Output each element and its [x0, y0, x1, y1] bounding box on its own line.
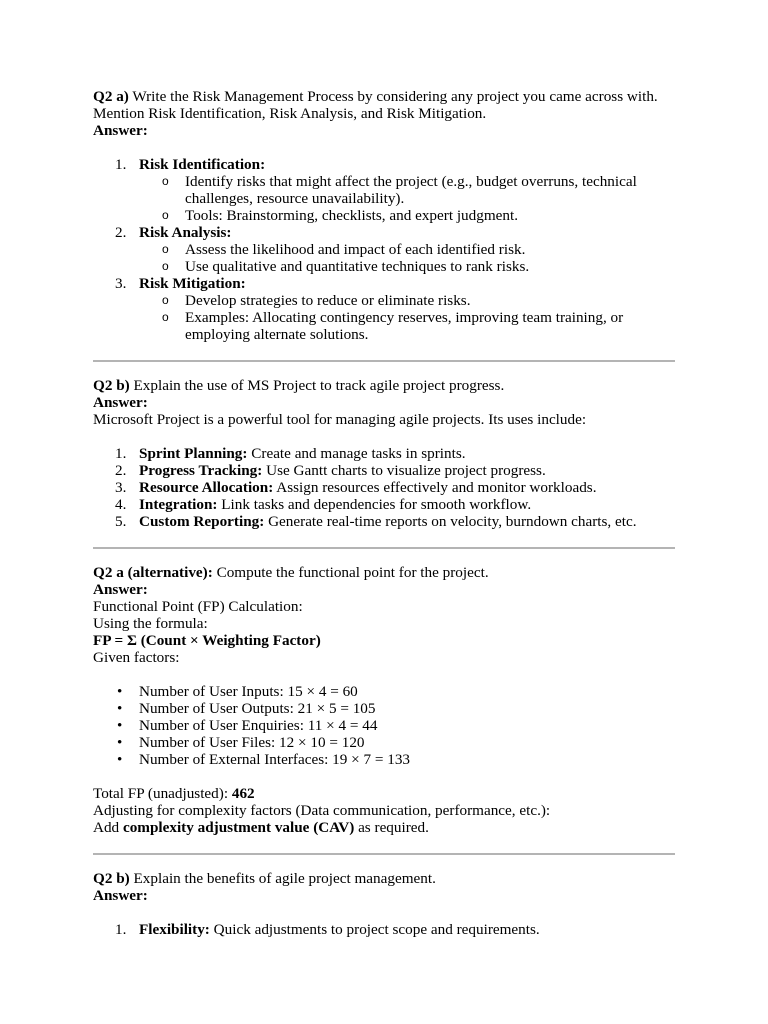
- q2b2-answer-label: Answer:: [93, 887, 148, 904]
- q2a-label: Q2 a): [93, 88, 129, 105]
- sub-list-item: o Use qualitative and quantitative techniques to rank risks.: [162, 258, 530, 275]
- q2alt-line2: Using the formula:: [93, 615, 208, 632]
- list-item: 3. Resource Allocation: Assign resources effectively and monitor workloads.: [115, 479, 597, 496]
- question-q2a: [93, 88, 675, 343]
- question-q2b: [93, 377, 675, 530]
- bullet-item: • Number of User Files: 12 × 10 = 120: [117, 734, 365, 751]
- q2b-list: [93, 445, 675, 530]
- q2b2-list: [93, 921, 675, 938]
- sub-list-item: o Identify risks that might affect the project (e.g., budget overruns, technical challenges, resource unavailability).: [162, 173, 637, 207]
- q2alt-answer-label: Answer:: [93, 581, 148, 598]
- q2a-question-line2: Mention Risk Identification, Risk Analysis, and Risk Mitigation.: [93, 105, 487, 122]
- bullet-item: • Number of User Inputs: 15 × 4 = 60: [117, 683, 358, 700]
- list-item: 5. Custom Reporting: Generate real-time reports on velocity, burndown charts, etc.: [115, 513, 637, 530]
- list-item-title: Risk Analysis:: [139, 224, 232, 241]
- list-item-title: Risk Mitigation:: [139, 275, 246, 292]
- q2b-answer-label: Answer:: [93, 394, 148, 411]
- list-item: 1. Sprint Planning: Create and manage tasks in sprints.: [115, 445, 466, 462]
- q2a-list: [93, 156, 675, 343]
- q2alt-line1: Functional Point (FP) Calculation:: [93, 598, 303, 615]
- bullet-item: • Number of External Interfaces: 19 × 7 = 133: [117, 751, 411, 768]
- question-q2a-alternative: [93, 564, 675, 836]
- bullet-item: • Number of User Outputs: 21 × 5 = 105: [117, 700, 376, 717]
- sub-list-item: o Assess the likelihood and impact of each identified risk.: [162, 241, 526, 258]
- sub-list: [139, 241, 675, 275]
- q2b2-question: Q2 b) Explain the benefits of agile project management.: [93, 870, 436, 887]
- q2alt-bullet-list: [93, 683, 675, 768]
- q2alt-label: Q2 a (alternative):: [93, 564, 213, 581]
- sub-list-item: o Tools: Brainstorming, checklists, and expert judgment.: [162, 207, 519, 224]
- q2b-question: Q2 b) Explain the use of MS Project to track agile project progress.: [93, 377, 505, 394]
- list-item: 1. Flexibility: Quick adjustments to project scope and requirements.: [115, 921, 540, 938]
- list-item: 3. Risk Mitigation: o Develop strategies to reduce or eliminate risks. o Examples: Allocating contingency reserves, improving team training, or employing alternate solutions.: [93, 275, 675, 343]
- q2alt-formula: FP = Σ (Count × Weighting Factor): [93, 632, 321, 649]
- list-item: 2. Progress Tracking: Use Gantt charts to visualize project progress.: [115, 462, 546, 479]
- q2alt-line3: Given factors:: [93, 649, 180, 666]
- q2a-answer-label: Answer:: [93, 122, 148, 139]
- list-item: 4. Integration: Link tasks and dependencies for smooth workflow.: [115, 496, 532, 513]
- sub-list-item: o Develop strategies to reduce or eliminate risks.: [162, 292, 471, 309]
- sub-list: [139, 292, 675, 343]
- q2alt-question: Q2 a (alternative): Compute the functional point for the project.: [93, 564, 489, 581]
- q2b-label: Q2 b): [93, 377, 130, 394]
- sub-list: [139, 173, 675, 224]
- q2alt-add-line: Add complexity adjustment value (CAV) as required.: [93, 819, 429, 836]
- q2b2-label: Q2 b): [93, 870, 130, 887]
- list-item: 1. Risk Identification: o Identify risks that might affect the project (e.g., budget overruns, technical challenges, resource unavailability). o Tools: Brainstorming, checklists, and expert judgment.: [93, 156, 675, 224]
- bullet-item: • Number of User Enquiries: 11 × 4 = 44: [117, 717, 378, 734]
- q2a-question: Q2 a) Write the Risk Management Process by considering any project you came across with.: [93, 88, 658, 105]
- q2alt-adjust-line: Adjusting for complexity factors (Data communication, performance, etc.):: [93, 802, 551, 819]
- list-item-title: Risk Identification:: [139, 156, 266, 173]
- q2b-intro: Microsoft Project is a powerful tool for managing agile projects. Its uses include:: [93, 411, 587, 428]
- list-item: 2. Risk Analysis: o Assess the likelihood and impact of each identified risk. o Use qualitative and quantitative techniques to rank risks.: [93, 224, 675, 275]
- question-q2b-benefits: [93, 870, 675, 938]
- document-page: [93, 88, 675, 938]
- q2alt-total: Total FP (unadjusted): 462: [93, 785, 255, 802]
- sub-list-item: o Examples: Allocating contingency reserves, improving team training, or employing alternate solutions.: [162, 309, 624, 343]
